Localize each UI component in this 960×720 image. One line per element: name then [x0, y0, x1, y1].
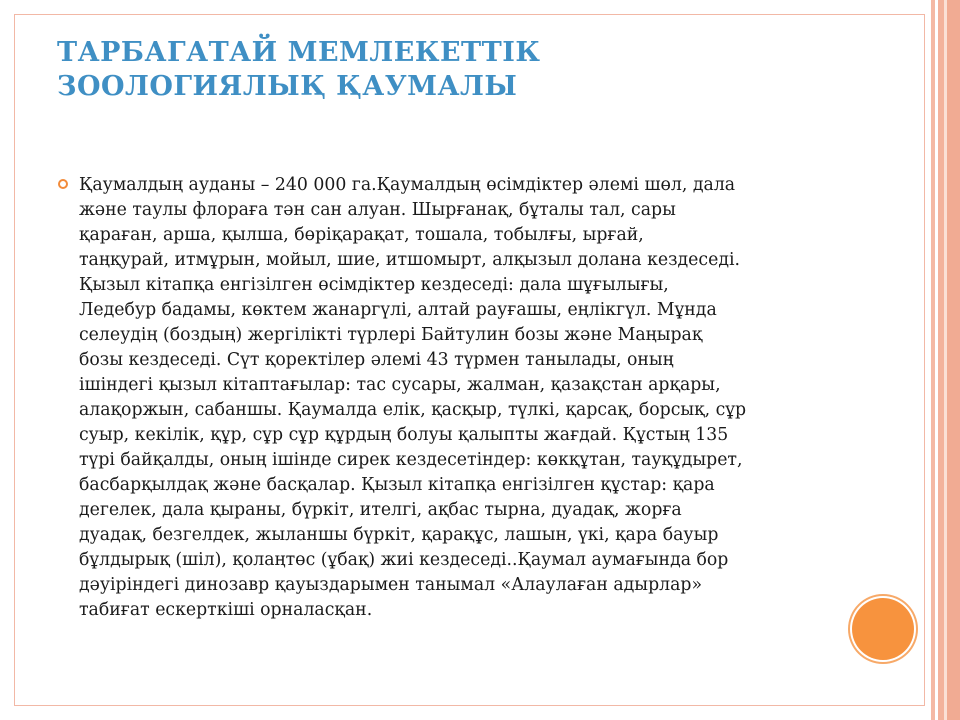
body-line: суыр, кекілік, құр, сұр сұр құрдың болуы қалыпты жағдай. Құстың 135	[79, 425, 729, 445]
decorative-circle-icon	[852, 598, 914, 660]
body-line: таңқурай, итмұрын, мойыл, шие, итшомырт, алқызыл долана кездеседі.	[79, 250, 740, 270]
body-line: бұлдырық (шіл), қолаңтөс (ұбақ) жиі кездеседі..Қаумал аумағында бор	[79, 550, 729, 570]
slide-body-paragraph	[79, 173, 879, 623]
body-line: түрі байқалды, оның ішінде сирек кездесетіндер: көкқұтан, тауқұдырет,	[79, 450, 743, 470]
body-line: бозы кездеседі. Сүт қоректілер әлемі 43 түрмен танылады, оның	[79, 350, 674, 370]
body-line: қараған, арша, қылша, бөріқарақат, тошала, тобылғы, ырғай,	[79, 225, 644, 245]
body-line: табиғат ескерткіші орналасқан.	[79, 600, 373, 620]
body-line: дәуіріндегі динозавр қауыздарымен танымал «Алаулаған адырлар»	[79, 575, 703, 595]
decorative-stripe	[931, 0, 935, 720]
body-line: дуадақ, безгелдек, жыланшы бүркіт, қарақұс, лашын, үкі, қара бауыр	[79, 525, 719, 545]
body-line: Қызыл кітапқа енгізілген өсімдіктер кездеседі: дала шұғылығы,	[79, 275, 669, 295]
body-line: Қаумалдың ауданы – 240 000 га.Қаумалдың өсімдіктер әлемі шөл, дала	[79, 175, 736, 195]
title-line: ЗООЛОГИЯЛЫҚ ҚАУМАЛЫ	[57, 71, 518, 102]
body-line: Ледебур бадамы, көктем жанаргүлі, алтай рауғашы, еңлікгүл. Мұнда	[79, 300, 717, 320]
body-line: ішіндегі қызыл кітаптағылар: тас сусары, жалман, қазақстан арқары,	[79, 375, 721, 395]
slide-title	[57, 36, 837, 104]
body-line: дегелек, дала қыраны, бүркіт, ителгі, ақбас тырна, дуадақ, жорға	[79, 500, 682, 520]
title-line: ТАРБАГАТАЙ МЕМЛЕКЕТТІК	[57, 37, 541, 68]
body-line: алақоржын, сабаншы. Қаумалда елік, қасқыр, түлкі, қарсақ, борсық, сұр	[79, 400, 747, 420]
body-line: және таулы флораға тән сан алуан. Шырғанақ, бұталы тал, сары	[79, 200, 676, 220]
body-line: басбарқылдақ және басқалар. Қызыл кітапқа енгізілген құстар: қара	[79, 475, 715, 495]
body-line: селеудің (боздың) жергілікті түрлері Байтулин бозы және Маңырақ	[79, 325, 703, 345]
bullet-icon	[58, 179, 68, 189]
decorative-stripe	[947, 0, 960, 720]
